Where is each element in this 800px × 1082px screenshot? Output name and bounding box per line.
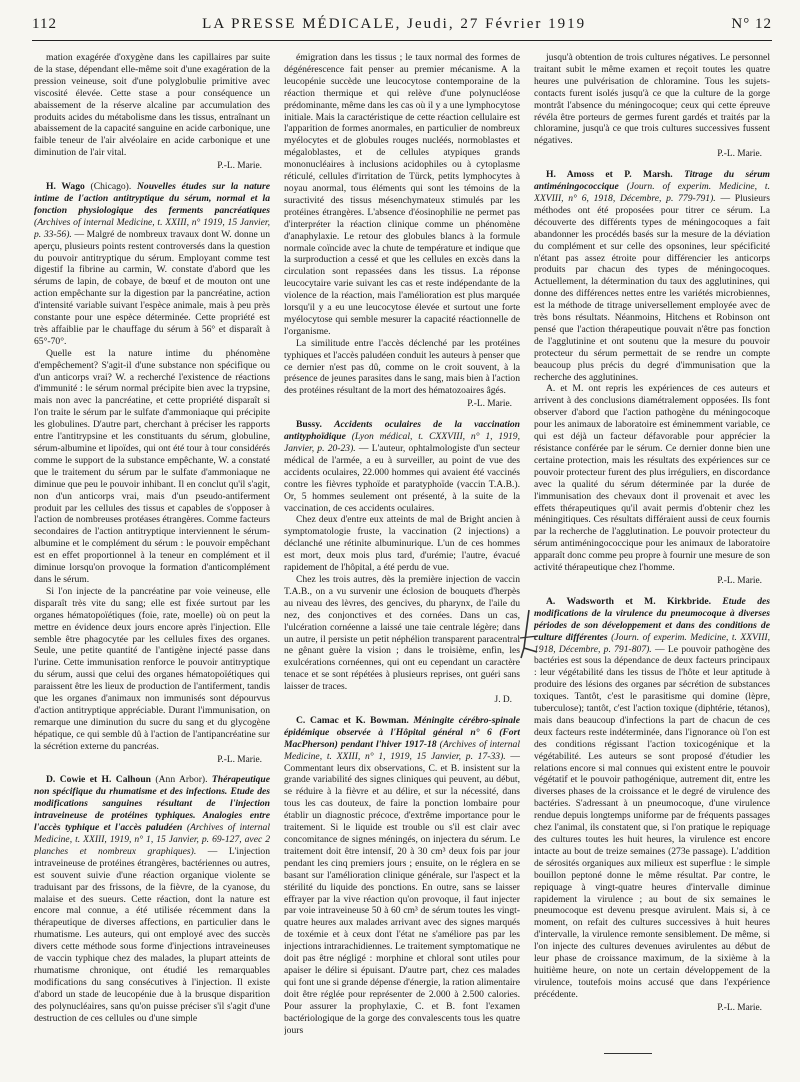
end-rule <box>604 1053 652 1054</box>
article-paragraph: Si l'on injecte de la pancréatine par voie veineuse, elle disparaît très vite du sang; elle est fixée surtout par les organes hématopoïétiques (foie, rate, moelle) où on peut la mettre en évidence deux jours encore après l'injection. Elle semble être phagocytée par les cellules fixes des organes. Seule, une petite quantité de l'antigène injecté passe dans l'urine. Cette immunisation renforce le pouvoir antitryptique du sérum, aussi que celui des organes hématopoïétiques qui paraissent être les lieux de production de l'antiferment, tandis que les organes d'animaux non immunisés sont dépourvus d'action antitryptique appréciable. Durant l'immunisation, on remarque une diminution du sucre du sang et du glycogène hépatique, ce qui semble dû à l'action de l'antipancréatine sur la sécrétion externe du pancréas. <box>34 585 270 752</box>
article-body: — L'auteur, ophtalmologiste d'un secteur médical de l'armée, a eu à surveiller, au point de vue des accidents oculaires, 22.000 hommes qui avaient été vaccinés contre les fièvres typhoïde et paratyphoïde (vaccin T.A.B.). Or, 5 hommes seulement ont présenté, à la suite de la vaccination, de ces accidents oculaires. <box>284 443 520 514</box>
article-body: — L'injection intraveineuse de protéines étrangères, bactériennes ou autres, est souvent suivie d'une réaction organique violente se traduisant par des frissons, de la fièvre, de la cyanose, du malaise et des sueurs. Cette réaction, dont la nature est encore mal connue, a été utilisée récemment dans la thérapeutique de diverses affections, en particulier dans le rhumatisme. Les auteurs, qui ont employé avec des succès divers cette méthode sous forme d'injections intraveineuses de vaccin typhique chez des malades, la plupart atteints de rhumatisme chronique, ont étudié les remarquables modifications du sang consécutives à l'injection. Il existe d'abord un stade de leucopénie due à la brusque disparition des polynucléaires, sans qu'on puisse préciser s'il s'agit d'une destruction de ces cellules ou d'une simple <box>34 845 270 1024</box>
continued-text: mation exagérée d'oxygène dans les capillaires par suite de la stase, dépendant elle-même soit d'une exagération de la pression veineuse, soit d'une polyglobulie primitive avec viscosité élevée. Cette stase a pour conséquence un abaissement de la réserve alcaline par accumulation des produits acides du métabolisme dans les tissus, entraînant un abaissement de la capacité sanguine en acide carbonique, une faible teneur de l'air alvéolaire en acide carbonique et une diminution de l'air vital. <box>34 52 270 159</box>
continued-text: émigration dans les tissus ; le taux normal des formes de dégénérescence fait penser au premier mécanisme. A la leucopénie succède une leucocytose contemporaine de la réaction thermique et qui relève d'une polynucléose prédominante, même dans les cas où il y a une lymphocytose initiale. Mais la caractéristique de cette réaction cellulaire est l'apparition de formes anormales, en particulier de nombreux myélocytes et de globules rouges nucléés, normoblastes et mégaloblastes, et de cellules atypiques grands mononucléaires à inclusions acidophiles ou à cytoplasme réticulé, cellules d'irritation de Türck, petits lymphocytes à noyau anormal, tous éléments qui sont les témoins de la suractivité des tissus mésenchymateux stimulés par les protéines étrangères. L'absence d'éosinophilie ne permet pas d'interpréter la réaction clinique comme un phénomène d'anaphylaxie. Le retour des globules blancs à la formule normale coïncide avec la chute de température et indique que la surproduction a cessé et que les cellules en excès dans la circulation sont repassées dans les tissus. La réponse leucocytaire varie suivant les cas et reste indépendante de la violence de la réaction, mais l'amélioration est plus marquée lorsqu'il y a eu une leucocytose élevée et surtout une forte myélocytose qui semble mesurer la capacité réactionnelle de l'organisme. <box>284 52 520 337</box>
article-wago <box>34 181 270 766</box>
article-heading <box>534 169 770 383</box>
article-place: (Ann Arbor). <box>155 774 208 786</box>
article-title: Accidents oculaires de la vaccination antityphoïdique <box>284 419 520 443</box>
article-cowie-calhoun <box>34 774 270 1024</box>
article-title: Nouvelles études sur la nature intime de l'action antitryptique du sérum, normal et la fonction physiologique des ferments pancréatiques <box>34 181 270 216</box>
article-title: Titrage du sérum antiméningococcique <box>534 169 770 193</box>
article-author: A. Wadsworth et M. Kirkbride. <box>546 595 711 607</box>
column-left <box>34 52 270 1070</box>
article-paragraph: La similitude entre l'accès déclenché par les protéines typhiques et l'accès paludéen conduit les auteurs à penser que ce dernier n'est pas dû, comme on le croit souvent, à la présence de jeunes parasites dans le sang, mais bien à l'action des protéines résultant de la mort des hématozoaires âgés. <box>284 337 520 397</box>
signature: J. D. <box>494 695 512 706</box>
article-heading <box>34 774 270 1024</box>
article-title: Méningite cérébro-spinale épidémique observée à l'Hôpital général n° 6 (Fort MacPherson) pendant l'hiver 1917-18 <box>284 714 520 750</box>
article-body: — Le pouvoir pathogène des bactéries est sous la dépendance de deux facteurs principaux : leur végétabilité dans les tissus de l'hôte et leur aptitude à produire des lésions des organes par sécrétion de substances toxiques. Tantôt, c'est le parasitisme qui domine (lèpre, tuberculose); tantôt, c'est l'action toxique (diphtérie, tétanos), mais dans beaucoup d'infections la part de chacun de ces deux facteurs reste indéterminée, dans l'ignorance où l'on est des conditions régissant l'action toxicogénique et la végétabilité. Les auteurs se sont proposé d'étudier les relations encore si mal connues qui existent entre le pouvoir végétatif et le pouvoir pathogénique, autrement dit, entre les diverses phases de la croissance et le degré de virulence des bactéries. S'adressant à un pneumocoque, d'une virulence rendue depuis longtemps uniforme par de fréquents passages chez l'animal, ils constatent que, si l'on pratique le repiquage des cultures toutes les huit heures, la virulence est encore intacte au bout de treize semaines (273e passage). L'addition de sérosités organiques aux milieux est superflue : le simple bouillon peptoné donne le même résultat. Par contre, le repiquage à vingt-quatre heures d'intervalle diminue rapidement la virulence ; au bout de six semaines le pneumocoque est devenu presque avirulent. Mais si, à ce moment, on refait des cultures successives à huit heures d'intervalle, la virulence remonte sensiblement. De même, si l'on injecte des cultures devenues avirulentes au début de leur phase de croissance maximum, de la sixième à la huitième heure, on note un certain développement de la virulence, toutefois moins accusé que dans l'expérience précédente. <box>534 643 770 1000</box>
signature: P.-L. Marie. <box>717 1002 762 1013</box>
column-middle <box>284 52 520 1070</box>
signature: P.-L. Marie. <box>717 149 762 160</box>
article-camac-bowman <box>284 715 520 1036</box>
article-heading <box>534 596 770 1001</box>
article-body: — Commentant leurs dix observations, C. et B. insistent sur la grande variabilité des signes cliniques qui peuvent, au début, se réduire à la fièvre et au délire, et sur la nécessité, dans tous les cas douteux, de faire la ponction lombaire pour établir un diagnostic précoce, d'extrême importance pour le traitement. Si le liquide est trouble ou s'il est clair avec concomitance de signes méningés, on injectera du sérum. Le traitement doit être intensif, 20 à 30 cm³ deux fois par jour pendant les cinq premiers jours ; ensuite, on le réglera en se basant sur l'amélioration clinique générale, sur l'aspect et la stérilité du liquide des ponctions. En outre, sans se laisser effrayer par la vive réaction qu'on provoque, il faut injecter par voie intraveineuse 50 à 60 cm³ de sérum toutes les vingt-quatre heures aux malades arrivant avec des signes marqués de toxémie et à ceux dont l'état ne s'améliore pas par les injections intrarachidiennes. Le traitement symptomatique ne doit pas être négligé : morphine et chloral sont utiles pour apaiser le délire si épuisant. D'autre part, chez ces malades qui font une si grande dépense d'énergie, la ration alimentaire doit être réglée pour représenter de 2.000 à 2.500 calories. Pour assurer la prophylaxie, C. et B. font l'examen bactériologique de la gorge des convalescents tous les quatre jours <box>284 750 520 1036</box>
issue-number: N° 12 <box>731 16 772 32</box>
running-header <box>32 16 772 38</box>
article-author: H. Amoss et P. Marsh. <box>546 169 673 181</box>
article-bussy <box>284 419 520 707</box>
article-heading <box>284 419 520 514</box>
article-author: Bussy. <box>296 419 322 431</box>
article-author: H. Wago <box>46 181 85 193</box>
column-right <box>534 52 770 1070</box>
article-reference: (Archives of internal Medicine, t. XXIII, 1919, n° 1, 15 Janvier, p. 69-127, avec 2 planches et nombreux graphiques). <box>34 822 270 857</box>
continued-text: jusqu'à obtention de trois cultures négatives. Le personnel traitant subit le même examen et reçoit toutes les quatre heures une pulvérisation de chloramine. Tous les sujets-contacts furent isolés jusqu'à ce que la culture de la gorge montrât l'absence du méningocoque; ceux qui cette épreuve révéla être porteurs de germes furent gardés et traités par la chloramine, jusqu'à ce que trois cultures successives fussent négatives. <box>534 52 770 147</box>
page-number: 112 <box>32 16 57 32</box>
article-body: — Malgré de nombreux travaux dont W. donne un aperçu, plusieurs points restent controversés dans la question du pouvoir antitryptique du sérum. Employant comme test digestif la fibrine au carmin, W. constate d'abord que les sérums de lapin, de cobaye, de bœuf et de mouton ont une action empêchante sur la digestion par la pancréatine, action d'intensité variable suivant l'espèce animale, mais à peu près constante pour une espèce déterminée. Cette propriété est très affaiblie par le chauffage du sérum à 56° et disparaît à 65°-70°. <box>34 228 270 347</box>
article-heading <box>34 181 270 348</box>
article-reference: (Journ. of experim. Medicine, t. XXVIII, n° 6, 1918, Décembre, p. 779-791). <box>534 181 770 204</box>
article-reference: (Lyon médical, t. CXXVIII, n° 1, 1919, Janvier, p. 20-23). <box>284 431 520 454</box>
article-place: (Chicago). <box>90 181 132 193</box>
article-author: D. Cowie et H. Calhoun <box>46 774 151 786</box>
article-paragraph: Quelle est la nature intime du phénomène d'empêchement? S'agit-il d'une substance non spécifique ou d'un anticorps vrai? W. a recherché l'existence de réactions d'immunité : le sérum normal précipite bien avec la trypsine, mais non avec la pancréatine, et cette propriété disparaît si l'on traite le sérum par le sulfate d'ammoniaque qui précipite les globulines. D'autre part, cherchant à préciser les rapports entre l'antitrypsine et les constituants du sérum, globuline, sérum-albumine et lipoïdes, qui ont été tour à tour considérés comme le support de la substance empêchante, W. a constaté que le traitement du sérum par le sulfate d'ammoniaque ne diminue que peu le pouvoir inhibant. Il en conclut qu'il s'agit, non d'un anticorps vrai, mais d'un pseudo-antiferment produit par les cellules des tissus et capables de s'opposer à l'action de nombreuses protéases étrangères. Comme facteurs secondaires de l'action antitryptique interviennent le sérum-albumine et le complément du sérum : le pouvoir empêchant est en effet proportionnel à la teneur en complément et il diminue lorsqu'on provoque la formation d'anticomplément dans le sérum. <box>34 347 270 585</box>
signature: P.-L. Marie. <box>467 399 512 410</box>
article-body: — Plusieurs méthodes ont été proposées pour titrer ce sérum. La découverte des différents types de méningocoques a fait abandonner les procédés basés sur la mesure de la déviation du complément et sur celle des opsonines, leur spécificité n'étant pas assez étroite pour différencier les anticorps produits par chacun des types de méningocoques. Actuellement, la détermination du taux des agglutinines, qui donne des différences nettes entre les variétés microbiennes, est la méthode de titrage universellement employée avec de très bons résultats. Néanmoins, Hitchens et Robinson ont pensé que l'action thérapeutique pouvait n'être pas fonction de l'agglutinine et ont soutenu que la mesure du pouvoir protecteur du sérum permettait de se rendre un compte beaucoup plus précis du degré d'immunisation que la recherche des agglutinines. <box>534 192 770 383</box>
article-heading <box>284 715 520 1036</box>
article-paragraph: Chez deux d'entre eux atteints de mal de Bright ancien à symptomatologie fruste, la vaccination (2 injections) a déclanché une rétinite albuminurique. L'un de ces hommes est mort, deux mois plus tard, d'urémie; l'autre, évacué rapidement de l'hôpital, a été perdu de vue. <box>284 514 520 574</box>
signature: P.-L. Marie. <box>217 754 262 765</box>
article-reference: (Archives of internal Medicine, t. XXIII, n° 1, 1919, 15 Janvier, p. 17-33). <box>284 738 520 762</box>
article-wadsworth-kirkbride <box>534 596 770 1015</box>
article-title: Etude des modifications de la virulence du pneumocoque à diverses périodes de son développement et dans des conditions de culture différentes <box>534 595 770 643</box>
header-rule <box>32 40 772 41</box>
journal-title: LA PRESSE MÉDICALE, Jeudi, 27 Février 1919 <box>202 16 587 32</box>
article-amoss-marsh <box>534 169 770 588</box>
article-reference: (Journ. of experim. Medicine, t. XXVIII, 1918, Décembre, p. 791-807). <box>534 631 770 655</box>
handwritten-mark-icon <box>518 608 540 660</box>
article-paragraph: A. et M. ont repris les expériences de ces auteurs et arrivent à des conclusions diamétralement opposées. Ils font observer d'abord que l'action pathogène du méningocoque pour les animaux de laboratoire est éminemment variable, ce qui est déjà un facteur défavorable pour apprécier la résistance conférée par le sérum. Ce dernier donne bien une certaine protection, mais les résultats des expériences sur ce pouvoir protecteur furent des plus irréguliers, en discordance avec la qualité du sérum déterminée par la durée de l'immunisation des chevaux dont il provenait et avec les effets thérapeutiques qu'il avait permis d'obtenir chez les méningitiques. Ces résultats différaient aussi de ceux fournis par la recherche de l'agglutination. Le pouvoir protecteur du sérum antiméningococcique pour les animaux de laboratoire apparaît donc comme peu propre à fournir une mesure de son activité thérapeutique chez l'homme. <box>534 383 770 574</box>
signature: P.-L. Marie. <box>217 161 262 172</box>
article-reference: (Archives of internal Medicine, t. XXIII, n° 1919, 15 Janvier, p. 33-56). <box>34 216 270 240</box>
article-title: Thérapeutique non spécifique du rhumatisme et des infections. Etude des modifications sanguines résultant de l'injection intraveineuse de protéines typhiques. Analogies entre l'accès typhique et l'accès paludéen <box>34 774 270 834</box>
article-author: C. Camac et K. Bowman. <box>296 714 409 726</box>
article-paragraph: Chez les trois autres, dès la première injection de vaccin T.A.B., on a vu survenir une éclosion de bouquets d'herpès au niveau des lèvres, des gencives, du pharynx, de l'aile du nez, des conjonctives et des cornées. Dans un cas, l'ulcération cornéenne a laissé une taie centrale légère; dans un autre, il persiste un petit néphélion transparent paracentral ne gênant guère la vision ; dans le troisième, enfin, les exulcérations cornéennes, qui ont eu cependant un caractère tenace et se sont répétées à plusieurs reprises, ont guéri sans laisser de traces. <box>284 573 520 693</box>
signature: P.-L. Marie. <box>717 575 762 586</box>
